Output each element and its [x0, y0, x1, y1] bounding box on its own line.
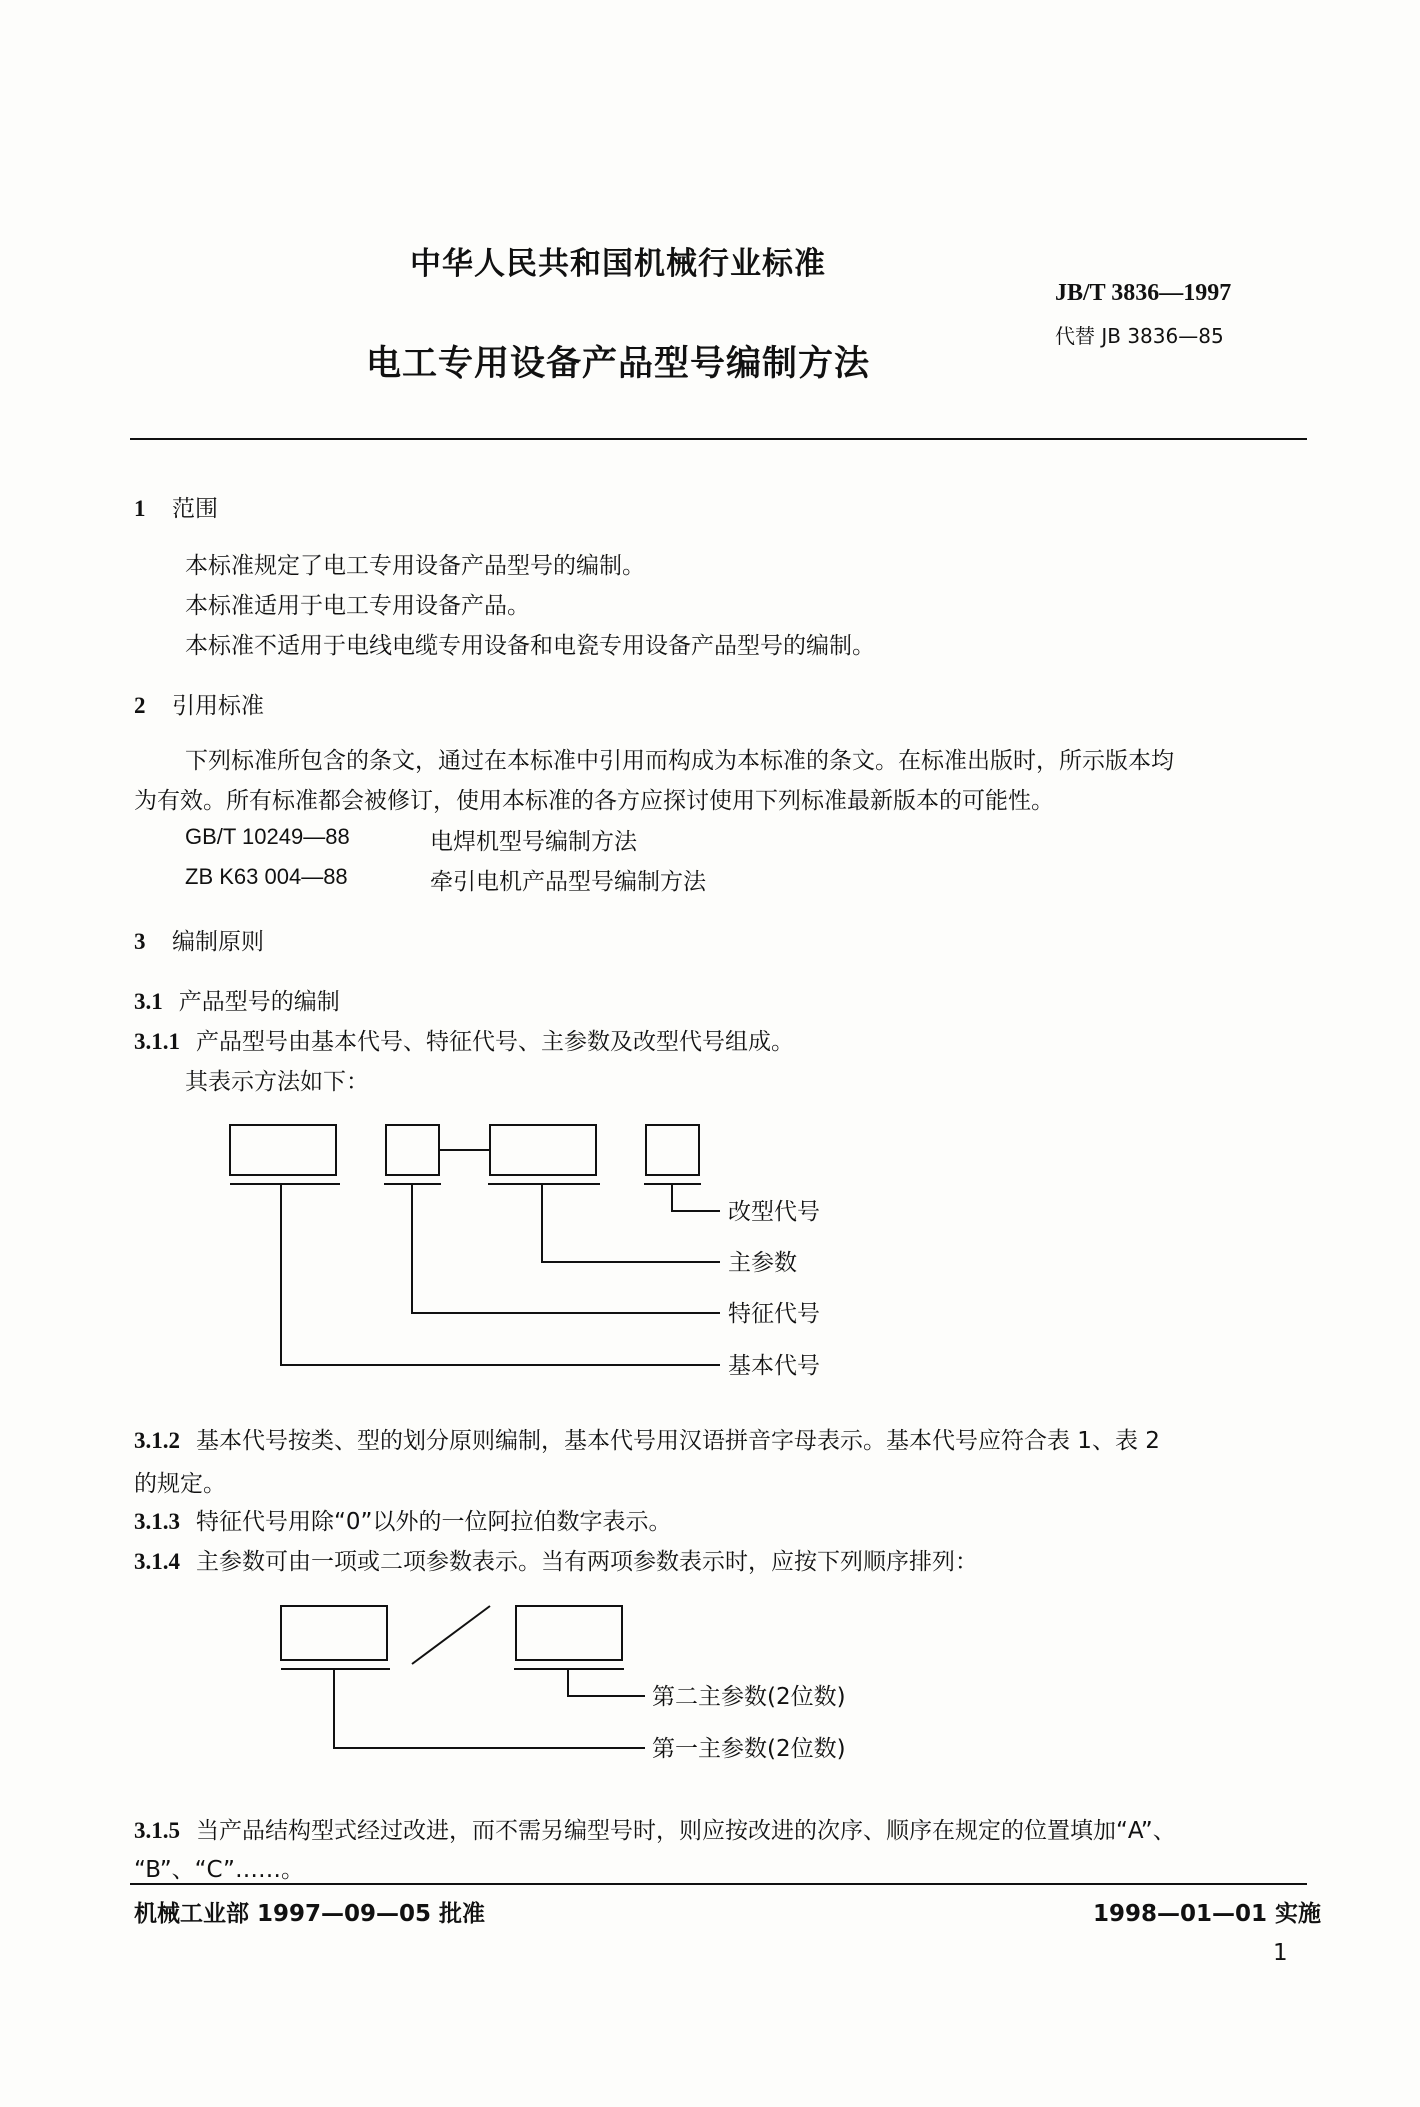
- paragraph: 本标准规定了电工专用设备产品型号的编制。: [185, 553, 645, 579]
- clause-3-1-3: [134, 1503, 671, 1536]
- section-number: 2: [134, 693, 146, 718]
- basic-code-box: [230, 1125, 336, 1175]
- subsection-number: 3.1: [134, 989, 163, 1014]
- label-feature-code: 特征代号: [728, 1301, 820, 1327]
- clause-text: 当产品结构型式经过改进，而不需另编型号时，则应按改进的次序、顺序在规定的位置填加“A”、: [196, 1818, 1176, 1844]
- label-second-param: 第二主参数(2位数): [652, 1684, 846, 1710]
- paragraph: “B”、“C”……。: [134, 1857, 304, 1883]
- document-title: 电工专用设备产品型号编制方法: [366, 344, 871, 384]
- paragraph: 的规定。: [134, 1471, 226, 1497]
- clause-number: 3.1.3: [134, 1509, 180, 1534]
- label-main-param: 主参数: [728, 1250, 797, 1276]
- revision-code-box: [646, 1125, 699, 1175]
- replaces-note: 代替 JB 3836—85: [1055, 324, 1224, 348]
- paragraph: 下列标准所包含的条文，通过在本标准中引用而构成为本标准的条文。在标准出版时，所示版本均: [185, 748, 1174, 774]
- feature-code-box: [386, 1125, 439, 1175]
- subsection-title: 产品型号的编制: [178, 989, 340, 1015]
- reference-title: 牵引电机产品型号编制方法: [430, 869, 706, 895]
- clause-number: 3.1.2: [134, 1428, 180, 1453]
- clause-3-1-5: [134, 1812, 1176, 1845]
- reference-code: GB/T 10249—88: [185, 824, 350, 849]
- main-param-box: [490, 1125, 596, 1175]
- slash-separator: [412, 1606, 490, 1664]
- effective-date: 1998—01—01 实施: [1093, 1901, 1322, 1927]
- clause-3-1-4: [134, 1543, 978, 1576]
- clause-number: 3.1.4: [134, 1549, 180, 1574]
- footer-divider: [130, 1883, 1307, 1885]
- section-number: 3: [134, 929, 146, 954]
- clause-number: 3.1.5: [134, 1818, 180, 1843]
- label-basic-code: 基本代号: [728, 1353, 820, 1379]
- page-number: 1: [1273, 1940, 1288, 1966]
- first-param-box: [281, 1606, 387, 1660]
- clause-3-1-2: [134, 1422, 1160, 1455]
- clause-text: 基本代号按类、型的划分原则编制，基本代号用汉语拼音字母表示。基本代号应符合表 1、表 2: [196, 1428, 1160, 1454]
- clause-number: 3.1.1: [134, 1029, 180, 1054]
- standard-code: JB/T 3836—1997: [1055, 280, 1232, 306]
- reference-title: 电焊机型号编制方法: [430, 829, 637, 855]
- clause-text: 主参数可由一项或二项参数表示。当有两项参数表示时，应按下列顺序排列：: [196, 1549, 978, 1575]
- clause-text: 产品型号由基本代号、特征代号、主参数及改型代号组成。: [196, 1029, 794, 1055]
- section-number: 1: [134, 496, 146, 521]
- label-first-param: 第一主参数(2位数): [652, 1736, 846, 1762]
- paragraph: 其表示方法如下：: [185, 1069, 369, 1095]
- paragraph: 本标准不适用于电线电缆专用设备和电瓷专用设备产品型号的编制。: [185, 633, 875, 659]
- second-param-box: [516, 1606, 622, 1660]
- paragraph: 本标准适用于电工专用设备产品。: [185, 593, 530, 619]
- paragraph: 为有效。所有标准都会被修订，使用本标准的各方应探讨使用下列标准最新版本的可能性。: [134, 788, 1054, 814]
- approval-note: 机械工业部 1997—09—05 批准: [134, 1901, 486, 1927]
- reference-code: ZB K63 004—88: [185, 864, 348, 889]
- main-parameter-diagram: [281, 1606, 645, 1748]
- section-title: 编制原则: [172, 929, 264, 955]
- standard-title: 中华人民共和国机械行业标准: [410, 246, 826, 282]
- section-title: 引用标准: [172, 693, 264, 719]
- clause-text: 特征代号用除“0”以外的一位阿拉伯数字表示。: [196, 1509, 672, 1535]
- label-revision-code: 改型代号: [728, 1199, 820, 1225]
- section-title: 范围: [172, 496, 218, 522]
